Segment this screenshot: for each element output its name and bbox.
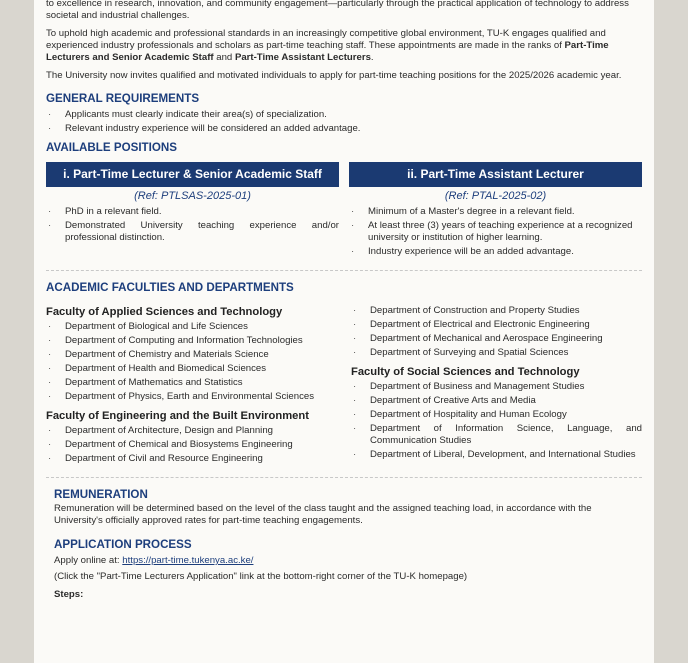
faculties-left-column [46,305,337,467]
faculty-title: Faculty of Applied Sciences and Technology [46,306,283,319]
department-list [46,425,337,465]
list-item: · Department of Chemical and Biosystems Engineering [46,439,337,451]
list-item: · Department of Chemistry and Materials Science [46,349,337,361]
list-item: · Department of Creative Arts and Media [351,395,642,407]
positions-columns [46,162,642,260]
department-list [351,305,642,359]
list-item: · Department of Civil and Resource Engineering [46,453,337,465]
list-item: · At least three (3) years of teaching experience at a recognized university or institution of higher learning. [349,220,642,244]
list-item: · Department of Surveying and Spatial Sciences [351,347,642,359]
position-left [46,162,339,260]
list-item: · Relevant industry experience will be considered an added advantage. [46,123,642,135]
list-item: · Demonstrated University teaching experience and/or professional distinction. [46,220,339,244]
divider [46,270,642,271]
remuneration-text: Remuneration will be determined based on the level of the class taught and the assigned teaching load, in accordance with the University's officially approved rates for part-time teaching engagements. [54,503,592,527]
position-requirements [46,206,339,244]
intro-section [46,0,642,82]
intro-paragraph-2: To uphold high academic and professional standards in an increasingly competitive global environment, TU-K engages qualified and experienced industry professionals and scholars as part-time teaching staff. These appointments are made in the ranks of Part-Time Lecturers and Senior Academic Staff and Part-Time Assistant Lecturers. [46,27,609,63]
list-item: · Department of Construction and Property Studies [351,305,642,317]
faculty-title: Faculty of Engineering and the Built Environment [46,409,309,422]
department-list [351,381,642,461]
intro-paragraph-3: The University now invites qualified and motivated individuals to apply for part-time teaching positions for the 2025/2026 academic year. [46,69,622,81]
faculties-heading: ACADEMIC FACULTIES AND DEPARTMENTS [46,280,294,294]
list-item: · Department of Physics, Earth and Environmental Sciences [46,391,337,403]
steps-label: Steps: [54,588,84,600]
general-requirements-list [46,109,642,135]
application-heading: APPLICATION PROCESS [54,538,192,552]
position-ref: (Ref: PTAL-2025-02) [444,189,547,202]
faculties-columns [46,305,642,467]
general-requirements-heading: GENERAL REQUIREMENTS [46,91,200,105]
list-item: · Department of Architecture, Design and Planning [46,425,337,437]
list-item: · Applicants must clearly indicate their area(s) of specialization. [46,109,642,121]
divider [46,477,642,478]
list-item: · Department of Information Science, Language, and Communication Studies [351,423,642,447]
position-right [349,162,642,260]
position-title: i. Part-Time Lecturer & Senior Academic Staff [46,162,339,187]
list-item: · Department of Liberal, Development, and International Studies [351,449,642,461]
application-note: (Click the "Part-Time Lecturers Application" link at the bottom-right corner of the TU-K homepage) [54,570,468,582]
list-item: · Department of Electrical and Electronic Engineering [351,319,642,331]
document-page [34,0,654,663]
faculty-title: Faculty of Social Sciences and Technology [351,365,580,378]
position-ref: (Ref: PTLSAS-2025-01) [134,189,251,202]
list-item: · Department of Hospitality and Human Ecology [351,409,642,421]
intro-line: to excellence in research, innovation, and community engagement—particularly through the practical application of technology to address societal and industrial challenges. [46,0,629,21]
available-positions-heading: AVAILABLE POSITIONS [46,141,177,155]
faculties-right-column [351,305,642,467]
list-item: · Department of Biological and Life Sciences [46,321,337,333]
list-item: · Industry experience will be an added advantage. [349,246,642,258]
apply-line: Apply online at: https://part-time.tukenya.ac.ke/ [54,554,254,566]
lower-section [34,488,654,601]
remuneration-heading: REMUNERATION [54,487,148,501]
list-item: · Department of Health and Biomedical Sciences [46,363,337,375]
list-item: · PhD in a relevant field. [46,206,339,218]
list-item: · Department of Mathematics and Statistics [46,377,337,389]
list-item: · Minimum of a Master's degree in a relevant field. [349,206,642,218]
list-item: · Department of Business and Management Studies [351,381,642,393]
department-list [46,321,337,403]
position-title: ii. Part-Time Assistant Lecturer [349,162,642,187]
application-link[interactable]: https://part-time.tukenya.ac.ke/ [122,554,254,566]
list-item: · Department of Mechanical and Aerospace Engineering [351,333,642,345]
list-item: · Department of Computing and Information Technologies [46,335,337,347]
position-requirements [349,206,642,258]
